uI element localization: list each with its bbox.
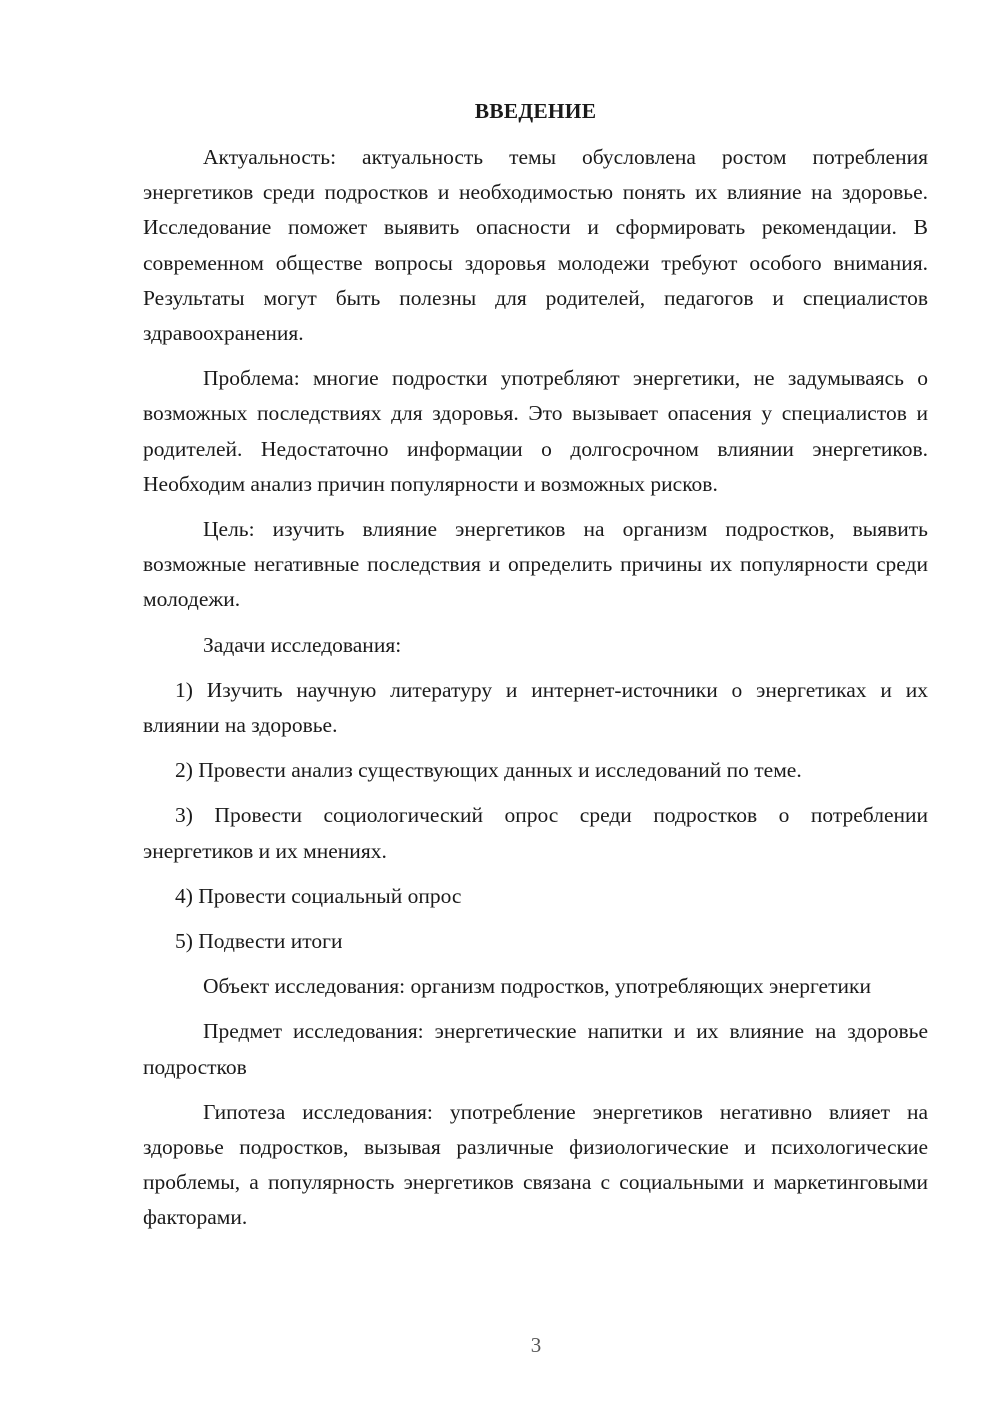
page-number: 3 <box>530 1333 542 1357</box>
problem-paragraph: Проблема: многие подростки употребляют энергетики, не задумываясь о возможных последствиях для здоровья. Это вызывает опасения у специалистов и родителей. Недостаточно информации о долгосрочном влиянии энергетиков. Необходим анализ причин популярности и возможных рисков. <box>143 366 928 496</box>
tasks-heading: Задачи исследования: <box>203 632 402 657</box>
goal-paragraph: Цель: изучить влияние энергетиков на организм подростков, выявить возможные негативные последствия и определить причины их популярности среди молодежи. <box>143 517 928 612</box>
relevance-paragraph: Актуальность: актуальность темы обусловлена ростом потребления энергетиков среди подростков и необходимостью понять их влияние на здоровье. Исследование поможет выявить опасности и сформировать рекомендации. В современном обществе вопросы здоровья молодежи требуют особого внимания. Результаты могут быть полезны для родителей, педагогов и специалистов здравоохранения. <box>143 145 928 346</box>
object-paragraph: Объект исследования: организм подростков, употребляющих энергетики <box>203 974 871 999</box>
task-item-1: 1) Изучить научную литературу и интернет-источники о энергетиках и их влиянии на здоровье. <box>143 677 928 738</box>
task-item-3: 3) Провести социологический опрос среди подростков о потреблении энергетиков и их мнениях. <box>143 803 928 863</box>
task-item-2: 2) Провести анализ существующих данных и исследований по теме. <box>175 758 802 783</box>
task-item-5: 5) Подвести итоги <box>175 929 343 954</box>
subject-paragraph: Предмет исследования: энергетические напитки и их влияние на здоровье подростков <box>143 1019 928 1079</box>
hypothesis-paragraph: Гипотеза исследования: употребление энергетиков негативно влияет на здоровье подростков, вызывая различные физиологические и психологические проблемы, а популярность энергетиков связана с социальными и маркетинговыми факторами. <box>143 1099 928 1230</box>
section-title: ВВЕДЕНИЕ <box>474 99 597 123</box>
task-item-4: 4) Провести социальный опрос <box>175 883 462 908</box>
document-page <box>143 96 928 1246</box>
